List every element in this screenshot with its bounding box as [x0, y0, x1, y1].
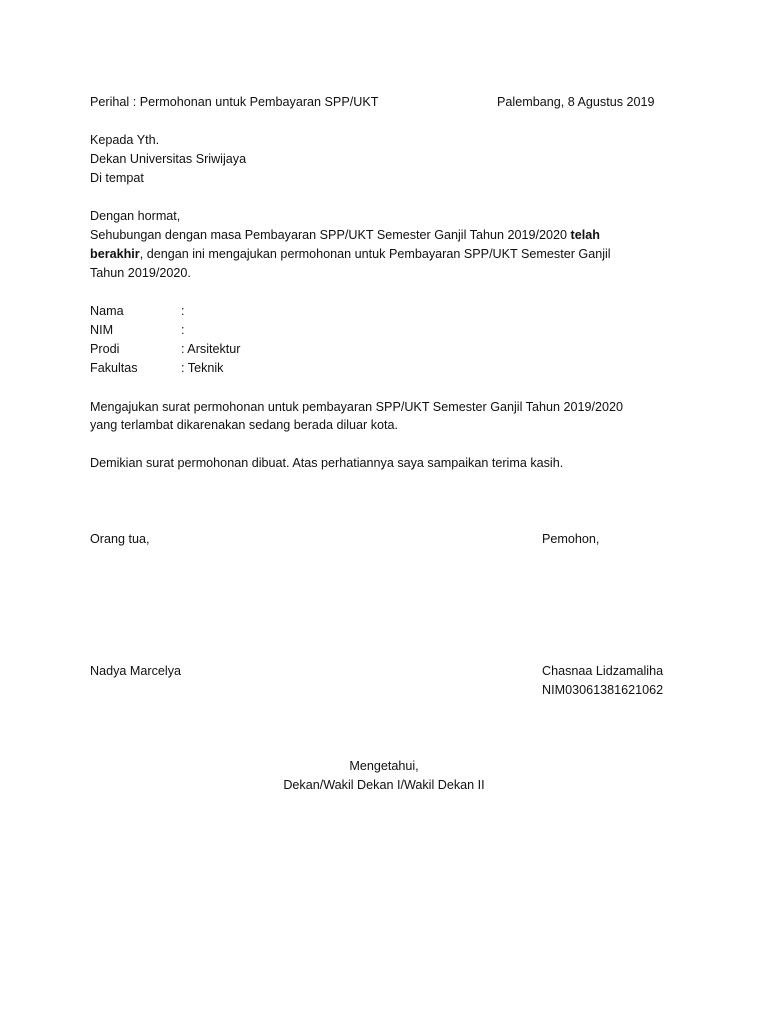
- place-date: Palembang, 8 Agustus 2019: [497, 95, 655, 109]
- acknowledgement-line-1: Mengetahui,: [349, 759, 419, 773]
- field-value: :: [181, 304, 185, 318]
- greeting: Dengan hormat,: [90, 209, 181, 223]
- subject-line: Perihal : Permohonan untuk Pembayaran SPP/UKT: [90, 95, 379, 109]
- signature-right-title: Pemohon,: [542, 532, 600, 546]
- paragraph-1-line-1: [90, 226, 600, 245]
- field-label: Prodi: [90, 342, 120, 356]
- signature-left-name: Nadya Marcelya: [90, 664, 181, 678]
- field-value: : Arsitektur: [181, 342, 241, 356]
- paragraph-1-bold-telah: telah: [570, 228, 600, 242]
- signature-right-name: Chasnaa Lidzamaliha: [542, 664, 664, 678]
- paragraph-1-text-cont: , dengan ini mengajukan permohonan untuk Pembayaran SPP/UKT Semester Ganjil: [139, 247, 611, 261]
- recipient-line-1: Kepada Yth.: [90, 133, 160, 147]
- field-label: Nama: [90, 304, 124, 318]
- field-label: Fakultas: [90, 361, 138, 375]
- paragraph-1-bold-berakhir: berakhir: [90, 247, 140, 261]
- recipient-line-3: Di tempat: [90, 171, 144, 185]
- field-value: :: [181, 323, 185, 337]
- paragraph-1-text: Sehubungan dengan masa Pembayaran SPP/UKT Semester Ganjil Tahun 2019/2020: [90, 228, 571, 242]
- recipient-line-2: Dekan Universitas Sriwijaya: [90, 152, 247, 166]
- paragraph-1-line-2: [90, 245, 611, 264]
- signature-left-title: Orang tua,: [90, 532, 150, 546]
- signature-right-id: NIM03061381621062: [542, 683, 664, 697]
- paragraph-2-line-2: yang terlambat dikarenakan sedang berada diluar kota.: [90, 418, 399, 432]
- paragraph-2-line-1: Mengajukan surat permohonan untuk pembayaran SPP/UKT Semester Ganjil Tahun 2019/2020: [90, 400, 624, 414]
- paragraph-1-line-3: Tahun 2019/2020.: [90, 266, 191, 280]
- field-value: : Teknik: [181, 361, 224, 375]
- acknowledgement-line-2: Dekan/Wakil Dekan I/Wakil Dekan II: [283, 778, 485, 792]
- field-label: NIM: [90, 323, 114, 337]
- closing-sentence: Demikian surat permohonan dibuat. Atas perhatiannya saya sampaikan terima kasih.: [90, 456, 564, 470]
